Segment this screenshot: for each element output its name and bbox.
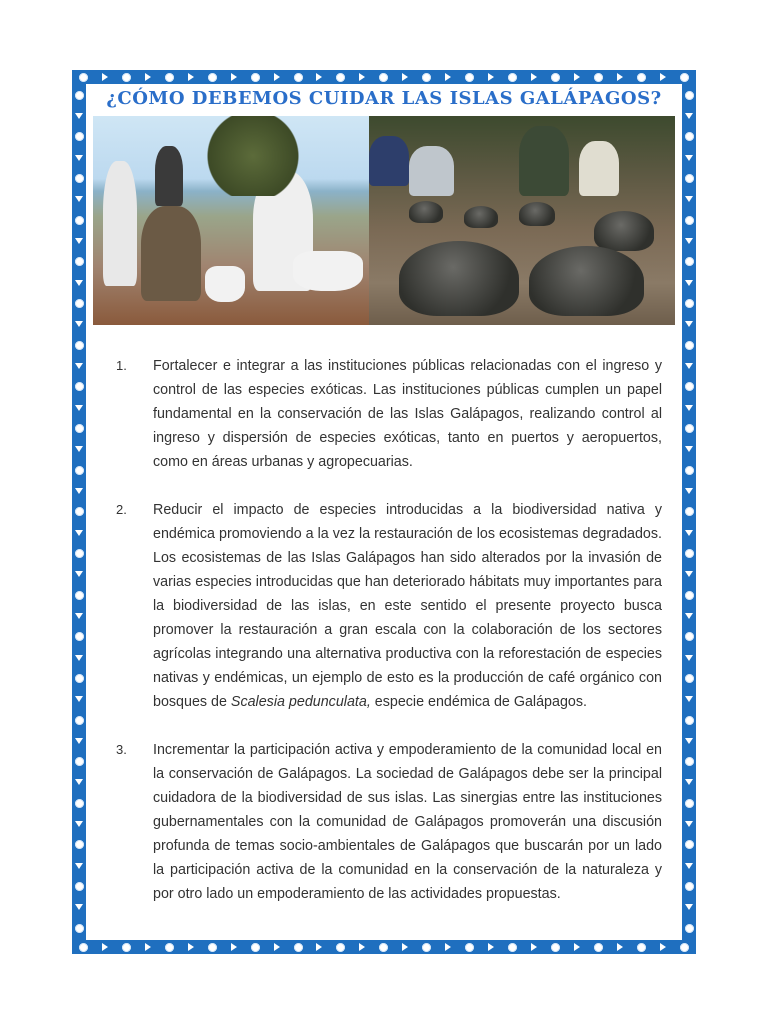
border-ornaments-top: [72, 70, 696, 84]
flower-ornament-icon: [637, 943, 646, 952]
chevron-ornament-icon: [685, 821, 693, 827]
flower-ornament-icon: [685, 466, 694, 475]
flower-ornament-icon: [551, 73, 560, 82]
flower-ornament-icon: [75, 716, 84, 725]
cactus-tree: [203, 116, 303, 196]
species-name: Scalesia pedunculata,: [230, 694, 371, 710]
chevron-ornament-icon: [685, 696, 693, 702]
list-text: Fortalecer e integrar a las instituciones públicas relacionadas con el ingreso y control de las especies exóticas. Las instituciones públicas cumplen un papel fundamental en la conservación de las Islas Galápagos, realizando control al ingreso y dispersión de especies exóticas, tanto en puertos y aeropuertos, como en áreas urbanas y agropecuarias.: [153, 358, 662, 470]
chevron-ornament-icon: [274, 943, 280, 951]
flower-ornament-icon: [594, 73, 603, 82]
flower-ornament-icon: [75, 257, 84, 266]
flower-ornament-icon: [594, 943, 603, 952]
flower-ornament-icon: [465, 943, 474, 952]
volunteer-figure: [155, 146, 183, 206]
chevron-ornament-icon: [685, 238, 693, 244]
border-ornaments-left: [72, 84, 86, 940]
volunteer-figure: [103, 161, 137, 286]
flower-ornament-icon: [75, 91, 84, 100]
chevron-ornament-icon: [685, 280, 693, 286]
list-text: Incrementar la participación activa y empoderamiento de la comunidad local en la conservación de Galápagos. La sociedad de Galápagos debe ser la principal cuidadora de la biodiversidad de sus islas. Las sinergias entre las instituciones gubernamentales con la comunidad de Galápagos promoverán una discusión profunda de temas socio-ambientales de Galápagos que buscarán por un lado la participación activa de la comunidad en la conservación de la naturaleza y por otro lado un empoderamiento de las actividades propuestas.: [153, 742, 662, 902]
page-content: [86, 84, 682, 940]
chevron-ornament-icon: [75, 113, 83, 119]
flower-ornament-icon: [79, 943, 88, 952]
chevron-ornament-icon: [75, 821, 83, 827]
volunteer-figure: [141, 206, 201, 301]
flower-ornament-icon: [75, 299, 84, 308]
decorative-border-frame: [72, 70, 696, 954]
chevron-ornament-icon: [316, 73, 322, 81]
chevron-ornament-icon: [102, 943, 108, 951]
flower-ornament-icon: [685, 174, 694, 183]
list-number: 2.: [116, 502, 127, 517]
flower-ornament-icon: [685, 216, 694, 225]
collection-bag: [293, 251, 363, 291]
chevron-ornament-icon: [531, 73, 537, 81]
chevron-ornament-icon: [359, 73, 365, 81]
chevron-ornament-icon: [685, 904, 693, 910]
flower-ornament-icon: [75, 132, 84, 141]
chevron-ornament-icon: [685, 779, 693, 785]
list-text-part: especie endémica de Galápagos.: [370, 694, 587, 710]
list-item: [110, 498, 662, 714]
chevron-ornament-icon: [75, 738, 83, 744]
flower-ornament-icon: [685, 924, 694, 933]
chevron-ornament-icon: [574, 943, 580, 951]
flower-ornament-icon: [685, 799, 694, 808]
chevron-ornament-icon: [188, 943, 194, 951]
chevron-ornament-icon: [685, 488, 693, 494]
volunteer-figure: [519, 126, 569, 196]
list-text-part: Reducir el impacto de especies introducidas a la biodiversidad nativa y endémica promoviendo a la vez la restauración de los ecosistemas degradados. Los ecosistemas de las Islas Galápagos han sido alterados por la invasión de varias especies introducidas que han deteriorado hábitats muy importantes para la biodiversidad de las islas, en este sentido el presente proyecto busca promover la restauración a gran escala con la colaboración de los sectores agrícolas integrando una alternativa productiva con la reforestación de especies nativas y endémicas, un ejemplo de esto es la producción de café orgánico con bosques de: [153, 502, 662, 710]
flower-ornament-icon: [422, 943, 431, 952]
conservation-measures-list: [110, 354, 662, 930]
flower-ornament-icon: [422, 73, 431, 82]
flower-ornament-icon: [685, 299, 694, 308]
flower-ornament-icon: [508, 943, 517, 952]
flower-ornament-icon: [551, 943, 560, 952]
flower-ornament-icon: [637, 73, 646, 82]
flower-ornament-icon: [75, 216, 84, 225]
flower-ornament-icon: [165, 73, 174, 82]
page-title: ¿CÓMO DEBEMOS CUIDAR LAS ISLAS GALÁPAGOS?: [106, 88, 662, 109]
chevron-ornament-icon: [685, 738, 693, 744]
flower-ornament-icon: [75, 424, 84, 433]
flower-ornament-icon: [685, 674, 694, 683]
flower-ornament-icon: [685, 507, 694, 516]
flower-ornament-icon: [75, 840, 84, 849]
flower-ornament-icon: [75, 174, 84, 183]
flower-ornament-icon: [685, 591, 694, 600]
chevron-ornament-icon: [685, 405, 693, 411]
flower-ornament-icon: [75, 549, 84, 558]
chevron-ornament-icon: [188, 73, 194, 81]
chevron-ornament-icon: [685, 655, 693, 661]
chevron-ornament-icon: [488, 73, 494, 81]
chevron-ornament-icon: [75, 321, 83, 327]
chevron-ornament-icon: [685, 321, 693, 327]
flower-ornament-icon: [680, 943, 689, 952]
small-tortoise: [464, 206, 498, 228]
chevron-ornament-icon: [75, 196, 83, 202]
chevron-ornament-icon: [75, 696, 83, 702]
chevron-ornament-icon: [660, 943, 666, 951]
flower-ornament-icon: [75, 507, 84, 516]
chevron-ornament-icon: [75, 779, 83, 785]
flower-ornament-icon: [251, 943, 260, 952]
large-tortoise: [399, 241, 519, 316]
flower-ornament-icon: [685, 382, 694, 391]
flower-ornament-icon: [75, 591, 84, 600]
small-tortoise: [409, 201, 443, 223]
flower-ornament-icon: [685, 549, 694, 558]
chevron-ornament-icon: [685, 155, 693, 161]
chevron-ornament-icon: [231, 943, 237, 951]
photo-tortoise-release: [369, 116, 675, 325]
chevron-ornament-icon: [359, 943, 365, 951]
flower-ornament-icon: [75, 757, 84, 766]
flower-ornament-icon: [75, 466, 84, 475]
chevron-ornament-icon: [617, 943, 623, 951]
chevron-ornament-icon: [531, 943, 537, 951]
flower-ornament-icon: [165, 943, 174, 952]
flower-ornament-icon: [75, 924, 84, 933]
list-number: 1.: [116, 358, 127, 373]
chevron-ornament-icon: [75, 238, 83, 244]
chevron-ornament-icon: [75, 363, 83, 369]
flower-ornament-icon: [75, 674, 84, 683]
chevron-ornament-icon: [685, 196, 693, 202]
chevron-ornament-icon: [685, 446, 693, 452]
flower-ornament-icon: [251, 73, 260, 82]
flower-ornament-icon: [680, 73, 689, 82]
list-text: [153, 498, 662, 714]
border-ornaments-right: [682, 84, 696, 940]
flower-ornament-icon: [685, 132, 694, 141]
photo-volunteers-collecting: [93, 116, 369, 325]
flower-ornament-icon: [208, 73, 217, 82]
flower-ornament-icon: [685, 757, 694, 766]
small-tortoise: [594, 211, 654, 251]
photo-collage: [93, 116, 675, 325]
chevron-ornament-icon: [75, 446, 83, 452]
flower-ornament-icon: [336, 73, 345, 82]
flower-ornament-icon: [685, 840, 694, 849]
large-tortoise: [529, 246, 644, 316]
chevron-ornament-icon: [75, 155, 83, 161]
chevron-ornament-icon: [316, 943, 322, 951]
chevron-ornament-icon: [75, 488, 83, 494]
flower-ornament-icon: [685, 882, 694, 891]
chevron-ornament-icon: [685, 613, 693, 619]
collection-bag: [205, 266, 245, 302]
chevron-ornament-icon: [75, 613, 83, 619]
chevron-ornament-icon: [75, 904, 83, 910]
flower-ornament-icon: [122, 943, 131, 952]
chevron-ornament-icon: [145, 943, 151, 951]
list-item: [110, 354, 662, 474]
flower-ornament-icon: [465, 73, 474, 82]
flower-ornament-icon: [685, 341, 694, 350]
chevron-ornament-icon: [402, 73, 408, 81]
chevron-ornament-icon: [574, 73, 580, 81]
flower-ornament-icon: [79, 73, 88, 82]
flower-ornament-icon: [379, 943, 388, 952]
chevron-ornament-icon: [231, 73, 237, 81]
border-ornaments-bottom: [72, 940, 696, 954]
chevron-ornament-icon: [685, 113, 693, 119]
flower-ornament-icon: [75, 882, 84, 891]
small-tortoise: [519, 202, 555, 226]
volunteer-figure: [579, 141, 619, 196]
volunteer-figure: [409, 146, 454, 196]
flower-ornament-icon: [685, 632, 694, 641]
flower-ornament-icon: [122, 73, 131, 82]
chevron-ornament-icon: [488, 943, 494, 951]
chevron-ornament-icon: [402, 943, 408, 951]
flower-ornament-icon: [685, 716, 694, 725]
chevron-ornament-icon: [617, 73, 623, 81]
flower-ornament-icon: [294, 943, 303, 952]
flower-ornament-icon: [336, 943, 345, 952]
chevron-ornament-icon: [274, 73, 280, 81]
chevron-ornament-icon: [75, 863, 83, 869]
flower-ornament-icon: [685, 424, 694, 433]
flower-ornament-icon: [379, 73, 388, 82]
flower-ornament-icon: [508, 73, 517, 82]
chevron-ornament-icon: [445, 73, 451, 81]
chevron-ornament-icon: [75, 405, 83, 411]
chevron-ornament-icon: [75, 530, 83, 536]
flower-ornament-icon: [75, 632, 84, 641]
flower-ornament-icon: [685, 91, 694, 100]
chevron-ornament-icon: [685, 571, 693, 577]
chevron-ornament-icon: [75, 655, 83, 661]
chevron-ornament-icon: [445, 943, 451, 951]
chevron-ornament-icon: [145, 73, 151, 81]
list-number: 3.: [116, 742, 127, 757]
chevron-ornament-icon: [75, 280, 83, 286]
flower-ornament-icon: [208, 943, 217, 952]
flower-ornament-icon: [75, 382, 84, 391]
list-item: [110, 738, 662, 906]
chevron-ornament-icon: [685, 863, 693, 869]
flower-ornament-icon: [75, 341, 84, 350]
chevron-ornament-icon: [660, 73, 666, 81]
flower-ornament-icon: [294, 73, 303, 82]
volunteer-figure: [369, 136, 409, 186]
chevron-ornament-icon: [685, 530, 693, 536]
flower-ornament-icon: [75, 799, 84, 808]
flower-ornament-icon: [685, 257, 694, 266]
chevron-ornament-icon: [75, 571, 83, 577]
chevron-ornament-icon: [685, 363, 693, 369]
chevron-ornament-icon: [102, 73, 108, 81]
